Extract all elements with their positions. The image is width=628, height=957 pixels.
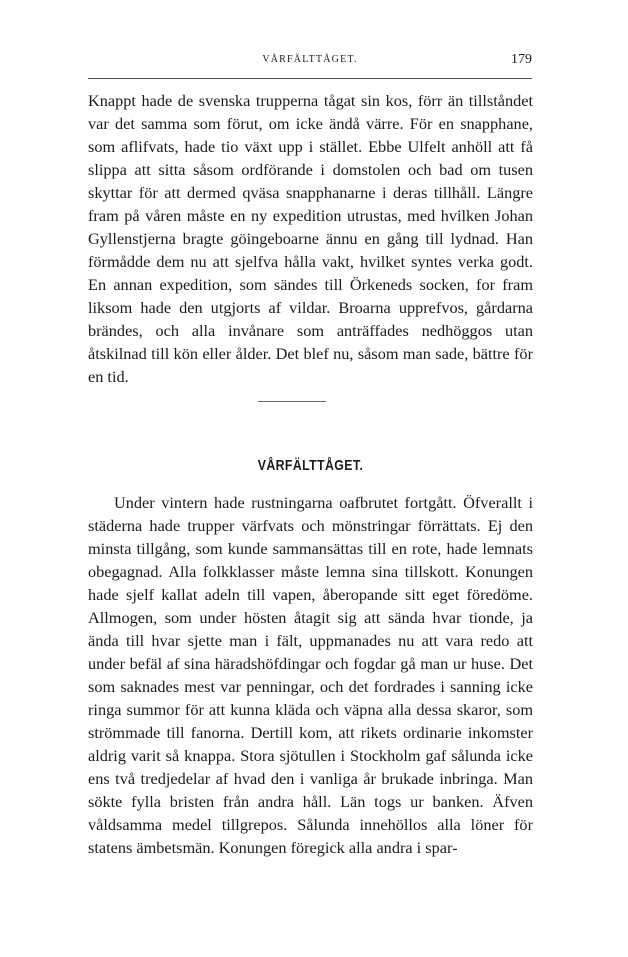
running-head xyxy=(88,54,532,72)
section-title: VÅRFÄLTTÅGET. xyxy=(257,457,364,474)
header-rule xyxy=(88,78,532,79)
running-title: VÅRFÄLTTÅGET. xyxy=(262,54,358,65)
section-divider xyxy=(258,401,326,402)
paragraph-2: Under vintern hade rustningarna oafbrutet fortgått. Öfverallt i städerna hade trupper värfvats och mönstringar förrättats. Ej den minsta tillgång, som kunde sammansättas till en rote, hade lemnats obegagnad. Alla folkklasser måste lemna sina tillskott. Konungen hade sjelf kallat adeln till vapen, åberopande sitt eget föredöme. Allmogen, som under hösten åtagit sig att sända hvar tionde, ja ända till hvar sjette man i fält, uppmanades nu att vara redo att under befäl af sina häradshöfdingar och fogdar gå man ur huse. Det som saknades mest var penningar, och det fordrades i sanning icke ringa summor för att kunna kläda och väpna alla dessa skaror, som strömmade till fanorna. Dertill kom, att rikets ordinarie inkomster aldrig varit så knappa. Stora sjötullen i Stockholm gaf sålunda icke ens två tredjedelar af hvad den i vanliga år brukade inbringa. Man sökte fylla bristen från andra håll. Län togs ur banken. Äfven våldsamma medel tillgrepos. Sålunda innehöllos alla löner för statens ämbetsmän. Konungen föregick alla andra i spar- xyxy=(88,493,533,857)
page-number: 179 xyxy=(511,52,532,67)
paragraph-1: Knappt hade de svenska trupperna tågat sin kos, förr än tillståndet var det samma som förut, om icke ändå värre. För en snapphane, som aflifvats, hade tio växt upp i stället. Ebbe Ulfelt anhöll att få slippa att sitta såsom ordförande i domstolen och bad om tusen skyttar för att dermed qväsa snapphanarne i deras tillhåll. Längre fram på våren måste en ny expedition utrustas, med hvilken Johan Gyllenstjerna bragte göingeboarne ännu en gång till lydnad. Han förmådde dem nu att sjelfva hålla vakt, hvilket syntes verka godt. En annan expedition, som sändes till Örkeneds socken, for fram liksom hade den utgjorts af vildar. Broarna upprefvos, gårdarna brändes, och alla invånare som anträffades nedhöggos utan åtskilnad till kön eller ålder. Det blef nu, såsom man sade, bättre för en tid. xyxy=(88,91,533,386)
